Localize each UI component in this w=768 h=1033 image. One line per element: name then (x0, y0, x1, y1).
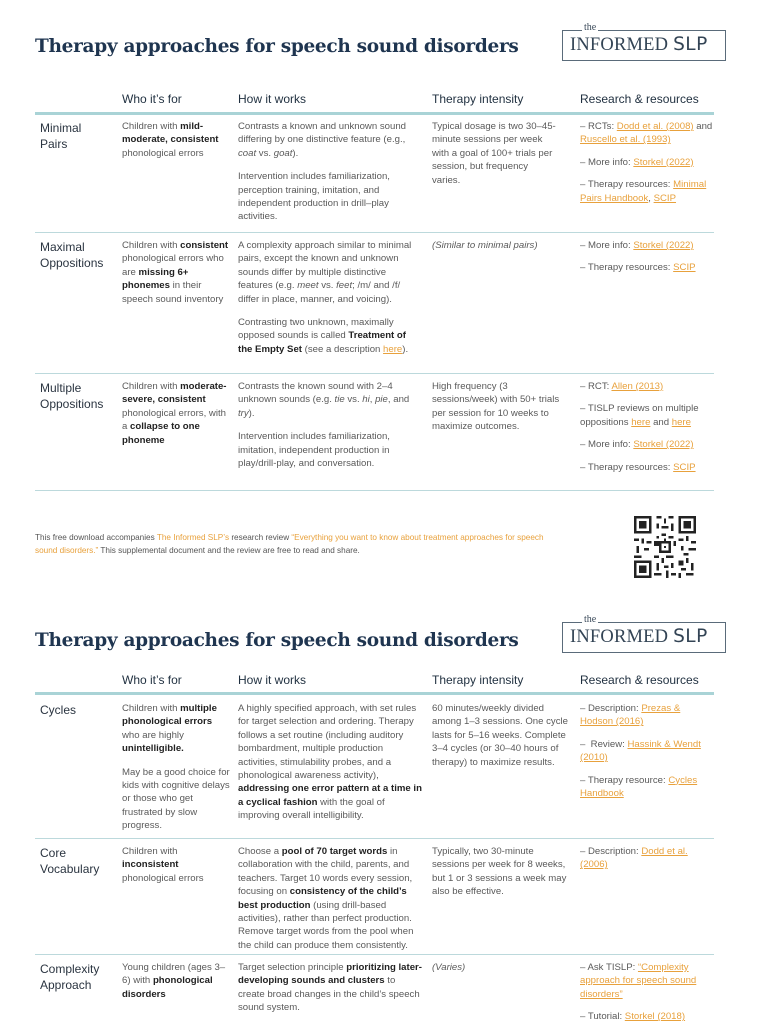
row-divider (35, 232, 714, 233)
logo-wordmark (570, 34, 708, 56)
link-hassink-wendt-2010[interactable]: Hassink & Wendt (2010) (580, 738, 701, 764)
intensity-minimal-pairs: Typical dosage is two 30–45-minute sessions per week with a goal of 100+ trials per session, but frequency varies. (432, 121, 556, 186)
link-allen-2013[interactable]: Allen (2013) (611, 381, 664, 392)
header-rule (35, 112, 714, 115)
header-how: How it works (238, 92, 307, 106)
intensity-core-vocabulary: Typically, two 30-minute sessions per week for 8 weeks, but 1 or 3 sessions a week may also be effective. (432, 846, 567, 898)
how-cycles: A highly specified approach, with set rules for target selection and ordering. Therapy follows a set routine (including auditory bombardment, multiple production activities, stimulability probes, and a phonological awareness activity), addressing one error pattern at a time in a cyclical fashion with the goal of improving overall intelligibility. (238, 703, 422, 822)
logo-slp: SLP (673, 34, 708, 55)
header-who: Who it’s for (122, 673, 182, 687)
logo-informed: INFORMED (570, 627, 669, 647)
who-complexity-approach: Young children (ages 3–6) with phonological disorders (122, 962, 226, 1000)
link-scip[interactable]: SCIP (653, 192, 677, 204)
link-here-1[interactable]: here (631, 416, 651, 428)
research-cycles: – Description: Prezas & Hodson (2016) – Review: Hassink & Wendt (2010) – Therapy resource: Cycles Handbook (580, 703, 701, 800)
link-storkel-2022[interactable]: Storkel (2022) (633, 439, 694, 451)
row-name-complexity-approach: Complexity Approach (40, 962, 100, 992)
row-name-core-vocabulary: Core Vocabulary (40, 846, 100, 876)
link-here-empty-set[interactable]: here (383, 343, 403, 355)
logo-the: the (584, 614, 597, 625)
header-who: Who it’s for (122, 92, 182, 106)
intensity-multiple-oppositions: High frequency (3 sessions/week) with 50+ trials per session for 10 weeks to maximize outcomes. (432, 381, 560, 433)
intensity-complexity-approach: (Varies) (432, 962, 466, 973)
footer-review-link[interactable]: “Everything you want to know about treatment approaches for speech sound disorders.” (35, 533, 544, 555)
how-complexity-approach: Target selection principle prioritizing later-developing sounds and clusters to create broad changes in the child’s speech sound system. (238, 962, 422, 1014)
footer-text: This free download accompanies (35, 533, 157, 542)
logo-informed: INFORMED (570, 35, 669, 55)
logo-the: the (584, 22, 597, 33)
header-rule (35, 692, 714, 695)
intensity-cycles: 60 minutes/weekly divided among 1–3 sessions. One cycle lasts for 5–16 weeks. Complete 3–4 cycles (or 30–40 hours of therapy) to maximize results. (432, 703, 568, 768)
link-ruscello-1993[interactable]: Ruscello et al. (1993) (580, 134, 671, 146)
who-cycles: Children with multiple phonological errors who are highly unintelligible. May be a good choice for kids with cognitive delays or those who get frustrated by slow progress. (122, 703, 230, 832)
header-research: Research & resources (580, 673, 699, 687)
link-dodd-2006[interactable]: Dodd et al. (2006) (580, 846, 688, 871)
page-title: Therapy approaches for speech sound disorders (35, 630, 519, 651)
who-core-vocabulary: Children with inconsistent phonological errors (122, 846, 204, 884)
row-name-minimal-pairs: Minimal Pairs (40, 121, 82, 151)
header-intensity: Therapy intensity (432, 92, 524, 106)
link-cycles-handbook[interactable]: Cycles Handbook (580, 774, 698, 800)
research-core-vocabulary: – Description: Dodd et al. (2006) (580, 846, 688, 871)
link-storkel-2022[interactable]: Storkel (2022) (633, 240, 694, 251)
research-multiple-oppositions: – RCT: Allen (2013) – TISLP reviews on multiple oppositions here and here – More info: Storkel (2022) – Therapy resources: SCIP (580, 381, 699, 473)
link-scip[interactable]: SCIP (673, 461, 696, 473)
link-storkel-2018[interactable]: Storkel (2018) (624, 1011, 686, 1023)
header-how: How it works (238, 673, 307, 687)
row-divider (35, 373, 714, 374)
footer-note (35, 531, 555, 557)
link-storkel-2022[interactable]: Storkel (2022) (633, 156, 694, 168)
link-minimal-pairs-handbook[interactable]: Minimal Pairs Handbook (580, 179, 707, 204)
intensity-maximal-oppositions: (Similar to minimal pairs) (432, 240, 538, 251)
row-divider (35, 490, 714, 491)
who-maximal-oppositions: Children with consistent phonological errors who are missing 6+ phonemes in their speech sound inventory (122, 240, 229, 305)
page-title: Therapy approaches for speech sound disorders (35, 36, 519, 57)
link-here-2[interactable]: here (671, 416, 691, 428)
informed-slp-logo (562, 614, 728, 654)
who-minimal-pairs: Children with mild-moderate, consistent phonological errors (122, 121, 219, 159)
informed-slp-logo (562, 22, 728, 62)
research-maximal-oppositions: – More info: Storkel (2022) – Therapy resources: SCIP (580, 240, 696, 274)
footer-brand: The Informed SLP’s (156, 533, 230, 542)
link-dodd-2008[interactable]: Dodd et al. (2008) (616, 121, 694, 132)
logo-wordmark (570, 626, 708, 648)
qr-code-icon (634, 516, 696, 578)
how-minimal-pairs: Contrasts a known and unknown sound differing by one distinctive feature (e.g., coat vs. goat). Intervention includes familiarization, perception training, imitation, and independent production in drill–play activities. (238, 121, 406, 223)
row-name-maximal-oppositions: Maximal Oppositions (40, 240, 104, 270)
row-name-multiple-oppositions: Multiple Oppositions (40, 381, 104, 411)
link-prezas-hodson-2016[interactable]: Prezas & Hodson (2016) (580, 703, 681, 728)
research-minimal-pairs: – RCTs: Dodd et al. (2008) and Ruscello et al. (1993) – More info: Storkel (2022) – Therapy resources: Minimal Pairs Handbook, SCIP (580, 121, 713, 204)
footer-text: research review (229, 533, 292, 542)
research-complexity-approach: – Ask TISLP: “Complexity approach for speech sound disorders” – Tutorial: Storkel (2018) (580, 962, 697, 1023)
header-intensity: Therapy intensity (432, 673, 524, 687)
who-multiple-oppositions: Children with moderate-severe, consistent phonological errors, with a collapse to one phoneme (122, 381, 227, 446)
footer-text: This supplemental document and the review are free to read and share. (98, 546, 360, 555)
how-maximal-oppositions: A complexity approach similar to minimal pairs, except the known and unknown sounds differ by multiple distinctive features (e.g. meet vs. feet; /m/ and /f/ differ in place, manner, and voicing). Contrasting two unknown, maximally opposed sounds is called Treatment of the Empty Set (see a description here). (238, 240, 412, 355)
row-name-cycles: Cycles (40, 703, 77, 717)
how-multiple-oppositions: Contrasts the known sound with 2–4 unknown sounds (e.g. tie vs. hi, pie, and try). Intervention includes familiarization, imitation, independent production in play/drill-play, and conversation. (238, 381, 410, 470)
row-divider (35, 954, 714, 955)
link-complexity-approach-review[interactable]: “Complexity approach for speech sound disorders” (580, 962, 697, 1000)
header-research: Research & resources (580, 92, 699, 106)
logo-slp: SLP (673, 626, 708, 647)
link-scip[interactable]: SCIP (673, 262, 696, 274)
row-divider (35, 838, 714, 839)
how-core-vocabulary: Choose a pool of 70 target words in collaboration with the child, parents, and teachers. Target 10 words every session, focusing on consistency of the child’s best production (using drill-based activities), rather than perfect production. Remove target words from the pool when the child can produce them consistently. (238, 846, 414, 951)
